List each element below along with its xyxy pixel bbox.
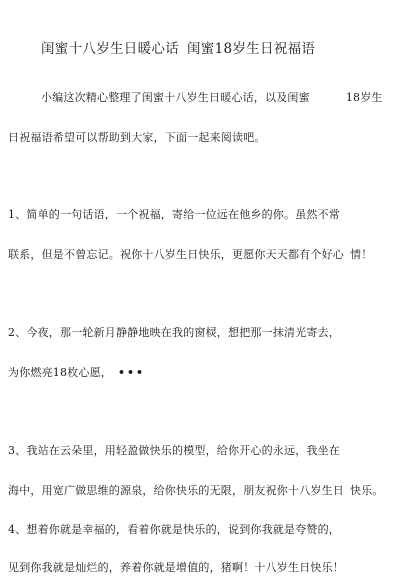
title-part-2: 闺蜜18岁生日祝福语 — [187, 41, 316, 57]
item-1-line-2 — [8, 248, 372, 262]
item-2-line-2-text: 为你燃亮18枚心愿， — [8, 366, 112, 379]
item-1-line-1: 1、简单的一句话语，一个祝福，寄给一位远在他乡的你。虽然不常 — [8, 208, 340, 221]
intro-line-1 — [41, 91, 383, 105]
item-1-line-2-text: 联系，但是不曾忘记。祝你十八岁生日快乐，更愿你天天都有个好心 — [8, 248, 344, 261]
document-title — [41, 40, 315, 58]
item-3-line-2-tail: 快乐。 — [350, 484, 384, 497]
title-part-1: 闺蜜十八岁生日暖心话 — [41, 41, 179, 57]
intro-line-1-tail: 18岁生 — [345, 91, 383, 104]
ellipsis-dots: ••• — [118, 366, 146, 379]
item-2-line-2 — [8, 366, 145, 380]
intro-line-2: 日祝福语希望可以帮助到大家，下面一起来阅读吧。 — [8, 131, 266, 144]
item-3-line-1: 3、我站在云朵里，用轻盈做快乐的模型，给你开心的永远，我坐在 — [8, 444, 340, 457]
item-3-line-2-text: 海中，用宽广做思维的源泉，给你快乐的无限，朋友祝你十八岁生日 — [8, 484, 344, 497]
item-3-line-2 — [8, 484, 384, 498]
item-1-line-2-tail: 情！ — [350, 248, 373, 261]
item-2-line-1: 2、今夜，那一轮新月静静地映在我的窗棂，想把那一抹清光寄去， — [8, 326, 340, 339]
item-4-line-2: 见到你我就是灿烂的，养着你就是增值的，猪啊！十八岁生日快乐！ — [8, 561, 344, 574]
item-4-line-1: 4、想着你就是幸福的，看着你就是快乐的，说到你我就是夸赞的， — [8, 523, 340, 536]
intro-line-1-text: 小编这次精心整理了闺蜜十八岁生日暖心话，以及闺蜜 — [41, 91, 310, 104]
